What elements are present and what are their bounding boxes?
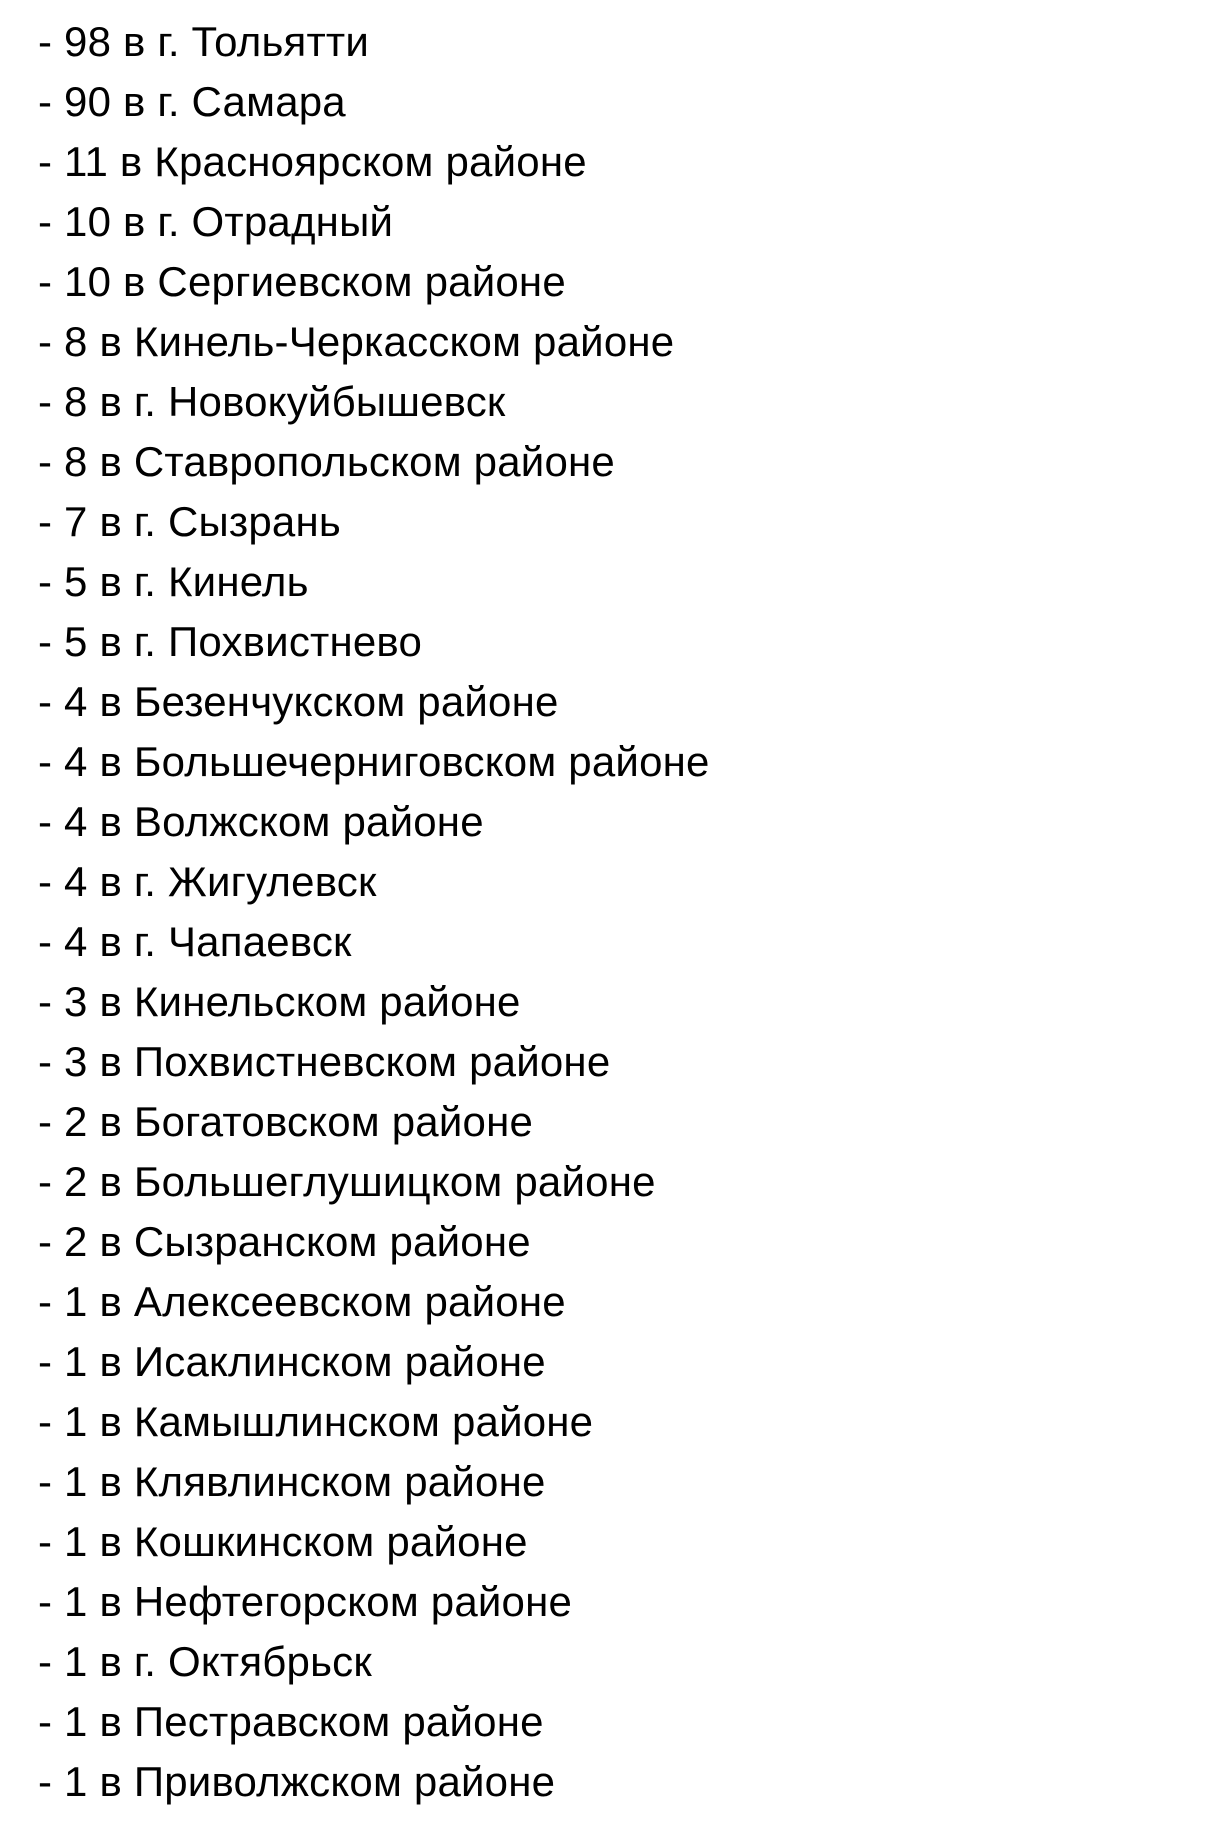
- list-item: - 4 в Большечерниговском районе: [38, 738, 710, 785]
- list-item: - 4 в г. Чапаевск: [38, 918, 352, 965]
- list-item: - 11 в Красноярском районе: [38, 138, 587, 185]
- list-item: - 3 в Похвистневском районе: [38, 1038, 611, 1085]
- list-item: - 5 в г. Похвистнево: [38, 618, 423, 665]
- list-item: - 4 в Безенчукском районе: [38, 678, 559, 725]
- list-item: - 4 в г. Жигулевск: [38, 858, 377, 905]
- list-item: - 1 в Кошкинском районе: [38, 1518, 528, 1565]
- list-item: - 98 в г. Тольятти: [38, 18, 370, 65]
- list-item: - 2 в Богатовском районе: [38, 1098, 534, 1145]
- list-item: - 1 в Алексеевском районе: [38, 1278, 566, 1325]
- list-item: - 8 в Кинель-Черкасском районе: [38, 318, 675, 365]
- list-item: - 10 в Сергиевском районе: [38, 258, 566, 305]
- list-item: - 1 в Нефтегорском районе: [38, 1578, 573, 1625]
- list-item: - 10 в г. Отрадный: [38, 198, 394, 245]
- cases-by-district-list: [38, 12, 710, 1812]
- list-item: - 1 в Исаклинском районе: [38, 1338, 546, 1385]
- list-item: - 90 в г. Самара: [38, 78, 346, 125]
- list-item: - 2 в Большеглушицком районе: [38, 1158, 656, 1205]
- list-item: - 1 в Приволжском районе: [38, 1758, 556, 1805]
- list-item: - 1 в Клявлинском районе: [38, 1458, 546, 1505]
- list-item: - 1 в г. Октябрьск: [38, 1638, 372, 1685]
- list-item: - 5 в г. Кинель: [38, 558, 309, 605]
- list-item: - 7 в г. Сызрань: [38, 498, 341, 545]
- list-item: - 8 в г. Новокуйбышевск: [38, 378, 506, 425]
- list-item: - 1 в Пестравском районе: [38, 1698, 544, 1745]
- list-item: - 4 в Волжском районе: [38, 798, 484, 845]
- list-item: - 3 в Кинельском районе: [38, 978, 521, 1025]
- list-item: - 8 в Ставропольском районе: [38, 438, 615, 485]
- list-item: - 1 в Камышлинском районе: [38, 1398, 594, 1445]
- list-item: - 2 в Сызранском районе: [38, 1218, 531, 1265]
